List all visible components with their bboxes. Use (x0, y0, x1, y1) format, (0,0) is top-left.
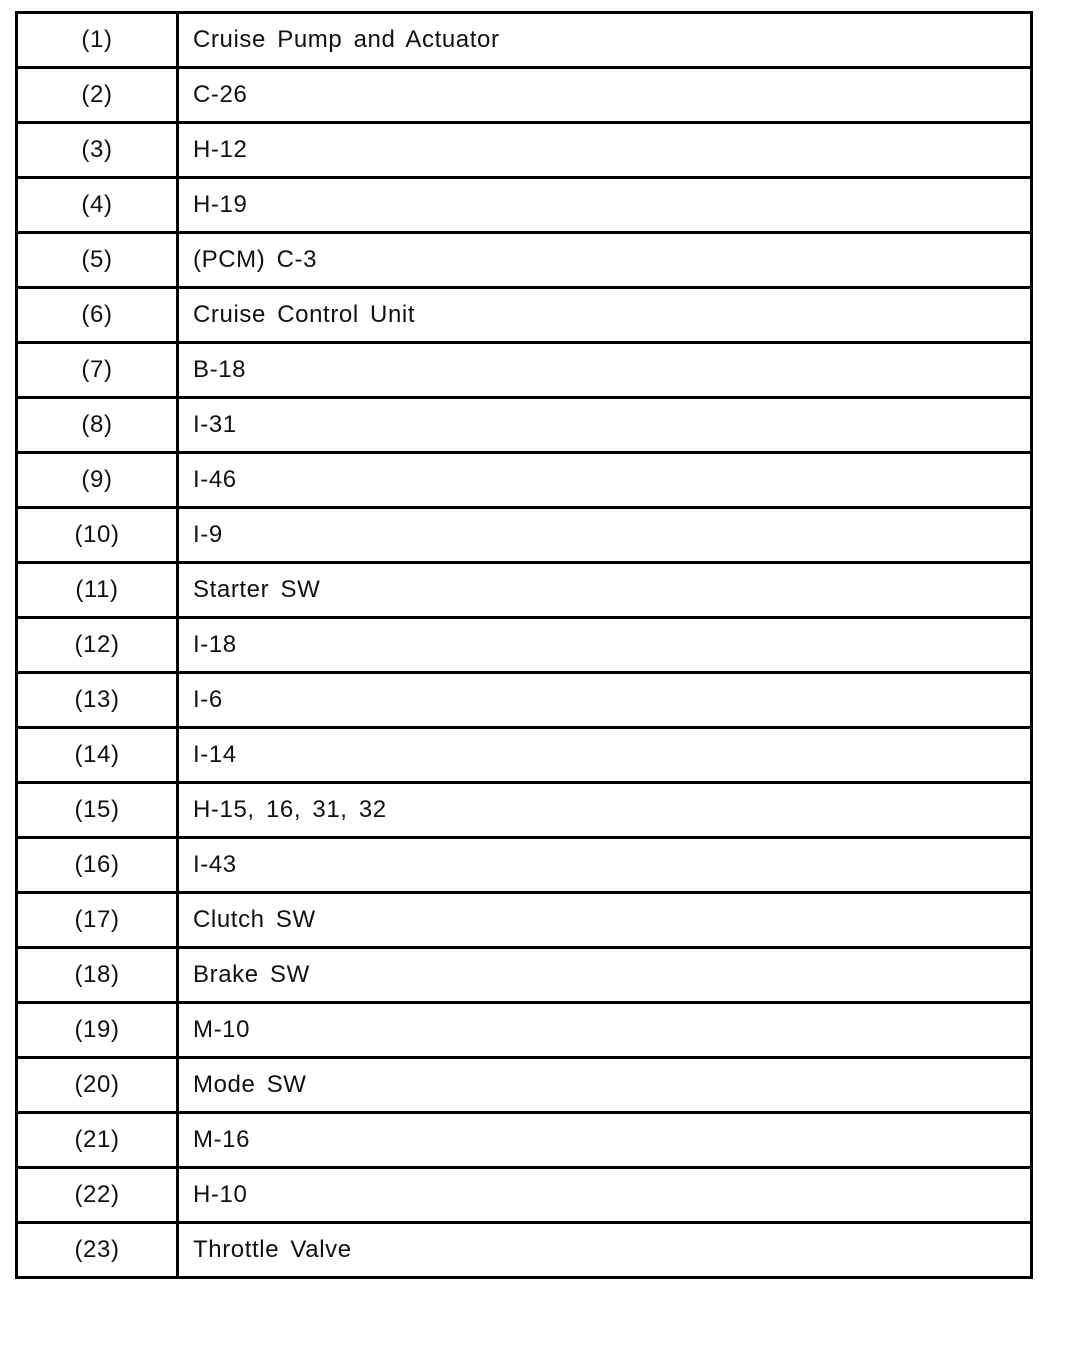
item-number-cell: (16) (17, 838, 178, 893)
table-row (17, 1003, 1032, 1058)
item-description-cell: H-15, 16, 31, 32 (178, 783, 1032, 838)
item-number-cell: (17) (17, 893, 178, 948)
item-description-cell: M-10 (178, 1003, 1032, 1058)
item-number-cell: (6) (17, 288, 178, 343)
item-number-cell: (3) (17, 123, 178, 178)
item-number-cell: (21) (17, 1113, 178, 1168)
table-row (17, 398, 1032, 453)
item-number-cell: (22) (17, 1168, 178, 1223)
item-number-cell: (18) (17, 948, 178, 1003)
table-row (17, 838, 1032, 893)
item-number-cell: (8) (17, 398, 178, 453)
item-number-cell: (12) (17, 618, 178, 673)
item-number-cell: (7) (17, 343, 178, 398)
item-number-cell: (13) (17, 673, 178, 728)
item-number-cell: (19) (17, 1003, 178, 1058)
table-row (17, 1168, 1032, 1223)
table-row (17, 563, 1032, 618)
table-row (17, 728, 1032, 783)
table-row (17, 68, 1032, 123)
item-description-cell: (PCM) C-3 (178, 233, 1032, 288)
table-row (17, 123, 1032, 178)
item-description-cell: I-9 (178, 508, 1032, 563)
table-row (17, 948, 1032, 1003)
item-description-cell: I-18 (178, 618, 1032, 673)
item-description-cell: Starter SW (178, 563, 1032, 618)
table-row (17, 343, 1032, 398)
item-description-cell: Throttle Valve (178, 1223, 1032, 1278)
item-description-cell: I-14 (178, 728, 1032, 783)
item-number-cell: (15) (17, 783, 178, 838)
item-description-cell: B-18 (178, 343, 1032, 398)
item-number-cell: (4) (17, 178, 178, 233)
table-row (17, 1113, 1032, 1168)
item-description-cell: H-19 (178, 178, 1032, 233)
table-row (17, 233, 1032, 288)
item-number-cell: (10) (17, 508, 178, 563)
item-number-cell: (23) (17, 1223, 178, 1278)
table-row (17, 783, 1032, 838)
table-row (17, 453, 1032, 508)
item-description-cell: I-43 (178, 838, 1032, 893)
component-legend-table (15, 11, 1033, 1279)
item-description-cell: Brake SW (178, 948, 1032, 1003)
table-row (17, 508, 1032, 563)
item-description-cell: I-46 (178, 453, 1032, 508)
table-row (17, 1223, 1032, 1278)
table-row (17, 288, 1032, 343)
item-description-cell: Cruise Pump and Actuator (178, 13, 1032, 68)
item-number-cell: (20) (17, 1058, 178, 1113)
item-description-cell: H-10 (178, 1168, 1032, 1223)
item-description-cell: M-16 (178, 1113, 1032, 1168)
item-description-cell: H-12 (178, 123, 1032, 178)
item-description-cell: Mode SW (178, 1058, 1032, 1113)
table-row (17, 178, 1032, 233)
table-row (17, 618, 1032, 673)
item-number-cell: (14) (17, 728, 178, 783)
item-description-cell: I-31 (178, 398, 1032, 453)
item-number-cell: (1) (17, 13, 178, 68)
item-description-cell: Clutch SW (178, 893, 1032, 948)
item-description-cell: Cruise Control Unit (178, 288, 1032, 343)
item-number-cell: (11) (17, 563, 178, 618)
table-row (17, 1058, 1032, 1113)
table-row (17, 893, 1032, 948)
table-row (17, 673, 1032, 728)
item-number-cell: (9) (17, 453, 178, 508)
item-description-cell: C-26 (178, 68, 1032, 123)
table-row (17, 13, 1032, 68)
item-number-cell: (5) (17, 233, 178, 288)
legend-table-body (17, 13, 1032, 1278)
item-description-cell: I-6 (178, 673, 1032, 728)
item-number-cell: (2) (17, 68, 178, 123)
